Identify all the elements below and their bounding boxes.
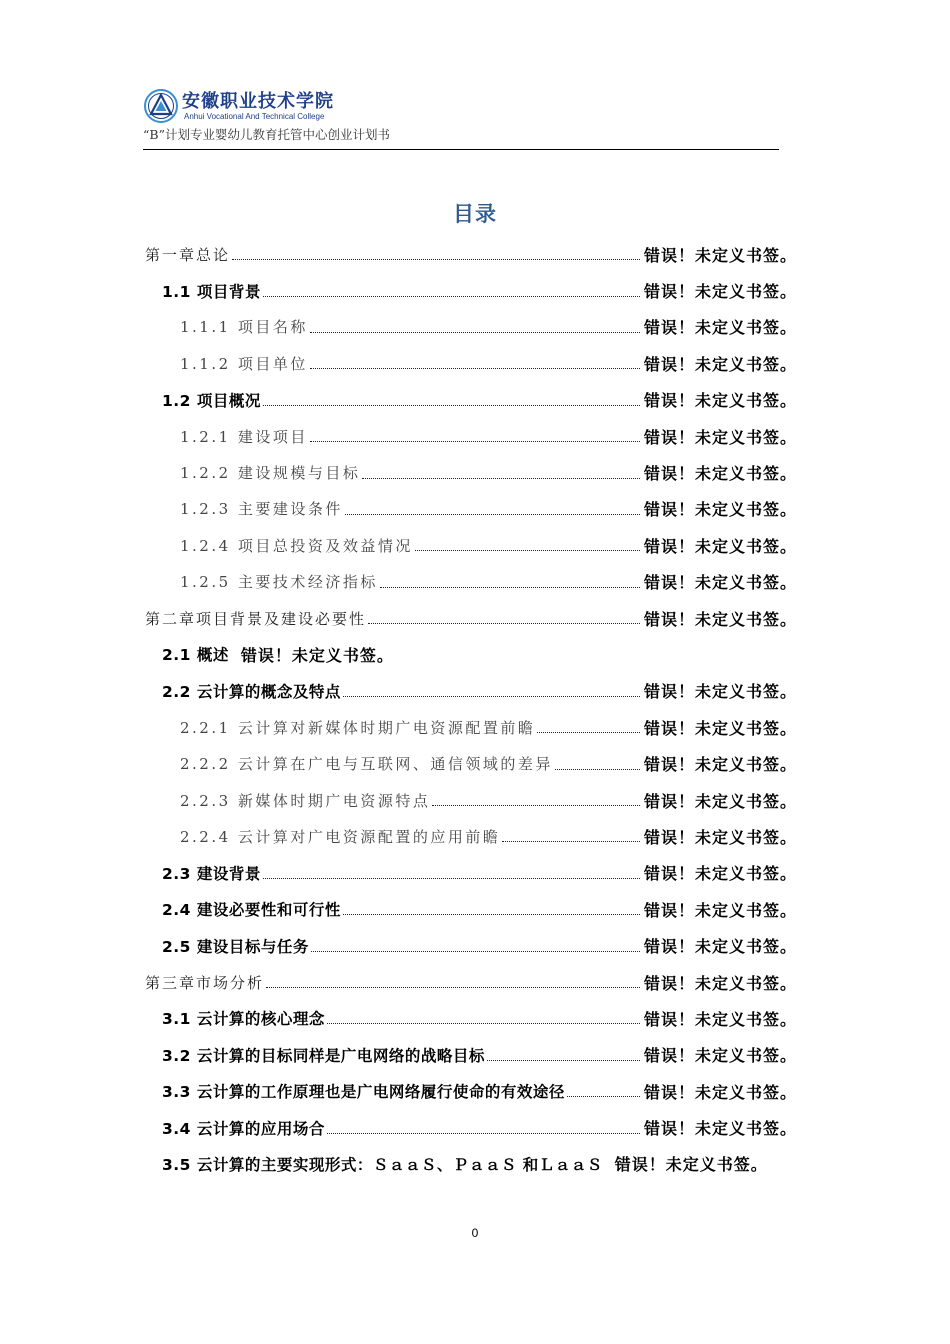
college-name-en: Anhui Vocational And Technical College bbox=[184, 111, 325, 121]
toc-entry[interactable] bbox=[145, 418, 797, 454]
toc-entry-page-ref: 错误！未定义书签。 bbox=[240, 645, 394, 665]
toc-entry[interactable] bbox=[145, 782, 797, 818]
toc-dot-leader bbox=[263, 404, 640, 406]
toc-entry-label: 2.2 云计算的概念及特点 bbox=[162, 682, 341, 701]
toc-dot-leader bbox=[263, 877, 640, 879]
toc-entry-page-ref: 错误！未定义书签。 bbox=[643, 536, 797, 556]
toc-entry[interactable] bbox=[145, 709, 797, 745]
toc-entry-label: 1.1.2 项目单位 bbox=[180, 354, 308, 373]
toc-entry[interactable] bbox=[145, 272, 797, 308]
toc-dot-leader bbox=[432, 804, 640, 806]
toc-entry-label: 2.2.3 新媒体时期广电资源特点 bbox=[180, 791, 431, 810]
toc-entry-label: 第二章项目背景及建设必要性 bbox=[145, 609, 367, 628]
toc-entry[interactable] bbox=[145, 964, 797, 1000]
toc-entry[interactable] bbox=[145, 1146, 797, 1182]
toc-entry-page-ref: 错误！未定义书签。 bbox=[614, 1155, 768, 1175]
toc-entry-page-ref: 错误！未定义书签。 bbox=[643, 573, 797, 593]
toc-entry[interactable] bbox=[145, 345, 797, 381]
toc-entry-label: 3.2 云计算的目标同样是广电网络的战略目标 bbox=[162, 1046, 485, 1065]
toc-entry-page-ref: 错误！未定义书签。 bbox=[643, 500, 797, 520]
toc-entry-label: 1.2.1 建设项目 bbox=[180, 427, 308, 446]
toc-dot-leader bbox=[343, 913, 640, 915]
toc-entry-page-ref: 错误！未定义书签。 bbox=[643, 937, 797, 957]
plan-title: “B”计划专业婴幼儿教育托管中心创业计划书 bbox=[143, 127, 390, 142]
toc-entry-page-ref: 错误！未定义书签。 bbox=[643, 973, 797, 993]
toc-entry-page-ref: 错误！未定义书签。 bbox=[643, 427, 797, 447]
toc-entry[interactable] bbox=[145, 491, 797, 527]
toc-entry-page-ref: 错误！未定义书签。 bbox=[643, 1046, 797, 1066]
toc-entry-label: 2.2.1 云计算对新媒体时期广电资源配置前瞻 bbox=[180, 718, 536, 737]
toc-entry-label: 1.2.5 主要技术经济指标 bbox=[180, 573, 378, 592]
toc-entry-page-ref: 错误！未定义书签。 bbox=[643, 827, 797, 847]
toc-entry[interactable] bbox=[145, 1000, 797, 1036]
toc-dot-leader bbox=[232, 258, 640, 260]
toc-dot-leader bbox=[311, 950, 640, 952]
table-of-contents bbox=[145, 236, 797, 1182]
toc-dot-leader bbox=[555, 768, 640, 770]
college-emblem-icon bbox=[143, 88, 179, 124]
toc-entry-page-ref: 错误！未定义书签。 bbox=[643, 900, 797, 920]
toc-entry-label: 2.2.4 云计算对广电资源配置的应用前瞻 bbox=[180, 827, 501, 846]
toc-entry-page-ref: 错误！未定义书签。 bbox=[643, 245, 797, 265]
toc-entry-page-ref: 错误！未定义书签。 bbox=[643, 682, 797, 702]
toc-entry[interactable] bbox=[145, 564, 797, 600]
toc-entry[interactable] bbox=[145, 309, 797, 345]
header-divider bbox=[143, 149, 779, 150]
toc-entry[interactable] bbox=[145, 745, 797, 781]
toc-entry-label: 3.1 云计算的核心理念 bbox=[162, 1010, 325, 1029]
toc-entry-label: 1.2 项目概况 bbox=[162, 391, 261, 410]
toc-entry[interactable] bbox=[145, 1037, 797, 1073]
page-header bbox=[143, 88, 779, 144]
toc-entry-page-ref: 错误！未定义书签。 bbox=[643, 1009, 797, 1029]
toc-dot-leader bbox=[567, 1095, 640, 1097]
toc-entry[interactable] bbox=[145, 673, 797, 709]
toc-entry[interactable] bbox=[145, 818, 797, 854]
toc-dot-leader bbox=[310, 331, 640, 333]
toc-entry-page-ref: 错误！未定义书签。 bbox=[643, 791, 797, 811]
toc-dot-leader bbox=[263, 295, 640, 297]
toc-dot-leader bbox=[380, 586, 640, 588]
toc-entry[interactable] bbox=[145, 855, 797, 891]
toc-dot-leader bbox=[368, 622, 640, 624]
page-number: 0 bbox=[471, 1226, 479, 1240]
toc-entry-page-ref: 错误！未定义书签。 bbox=[643, 391, 797, 411]
toc-dot-leader bbox=[345, 513, 640, 515]
toc-dot-leader bbox=[327, 1022, 640, 1024]
toc-dot-leader bbox=[362, 477, 640, 479]
toc-entry[interactable] bbox=[145, 600, 797, 636]
toc-entry-label: 1.2.3 主要建设条件 bbox=[180, 500, 343, 519]
toc-entry-page-ref: 错误！未定义书签。 bbox=[643, 1119, 797, 1139]
toc-entry-label: 2.5 建设目标与任务 bbox=[162, 937, 309, 956]
toc-entry[interactable] bbox=[145, 382, 797, 418]
toc-entry-label: 2.2.2 云计算在广电与互联网、通信领域的差异 bbox=[180, 755, 553, 774]
toc-entry-label: 3.3 云计算的工作原理也是广电网络履行使命的有效途径 bbox=[162, 1083, 565, 1102]
toc-entry-label: 1.1 项目背景 bbox=[162, 282, 261, 301]
toc-entry[interactable] bbox=[145, 1073, 797, 1109]
toc-entry[interactable] bbox=[145, 454, 797, 490]
toc-dot-leader bbox=[537, 731, 640, 733]
toc-entry-label: 第一章总论 bbox=[145, 245, 231, 264]
toc-entry-label: 2.1 概述 bbox=[162, 646, 229, 665]
college-logo bbox=[143, 88, 779, 124]
toc-entry-label: 2.4 建设必要性和可行性 bbox=[162, 901, 341, 920]
toc-entry-page-ref: 错误！未定义书签。 bbox=[643, 464, 797, 484]
toc-entry-label: 第三章市场分析 bbox=[145, 973, 265, 992]
toc-entry-label: 1.2.2 建设规模与目标 bbox=[180, 464, 361, 483]
toc-entry[interactable] bbox=[145, 527, 797, 563]
toc-entry-page-ref: 错误！未定义书签。 bbox=[643, 1082, 797, 1102]
toc-entry-page-ref: 错误！未定义书签。 bbox=[643, 718, 797, 738]
toc-dot-leader bbox=[415, 549, 640, 551]
toc-entry-label: 1.1.1 项目名称 bbox=[180, 318, 308, 337]
toc-entry-page-ref: 错误！未定义书签。 bbox=[643, 755, 797, 775]
toc-entry[interactable] bbox=[145, 891, 797, 927]
toc-entry-page-ref: 错误！未定义书签。 bbox=[643, 354, 797, 374]
toc-entry-label: 3.4 云计算的应用场合 bbox=[162, 1119, 325, 1138]
toc-title: 目录 bbox=[453, 202, 497, 226]
toc-entry-page-ref: 错误！未定义书签。 bbox=[643, 282, 797, 302]
toc-entry-page-ref: 错误！未定义书签。 bbox=[643, 609, 797, 629]
toc-entry-page-ref: 错误！未定义书签。 bbox=[643, 318, 797, 338]
toc-dot-leader bbox=[310, 440, 640, 442]
toc-entry[interactable] bbox=[145, 636, 797, 672]
toc-entry[interactable] bbox=[145, 927, 797, 963]
toc-entry[interactable] bbox=[145, 1109, 797, 1145]
toc-entry-page-ref: 错误！未定义书签。 bbox=[643, 864, 797, 884]
toc-entry[interactable] bbox=[145, 236, 797, 272]
toc-entry-label: 1.2.4 项目总投资及效益情况 bbox=[180, 536, 413, 555]
toc-dot-leader bbox=[310, 367, 640, 369]
toc-dot-leader bbox=[502, 840, 640, 842]
toc-dot-leader bbox=[266, 986, 640, 988]
toc-entry-label: 2.3 建设背景 bbox=[162, 864, 261, 883]
toc-dot-leader bbox=[327, 1132, 640, 1134]
toc-dot-leader bbox=[343, 695, 640, 697]
toc-entry-label: 3.5 云计算的主要实现形式：ＳａａＳ、ＰａａＳ 和ＬａａＳ bbox=[162, 1155, 603, 1174]
toc-dot-leader bbox=[487, 1059, 640, 1061]
college-name-cn: 安徽职业技术学院 bbox=[182, 90, 334, 112]
